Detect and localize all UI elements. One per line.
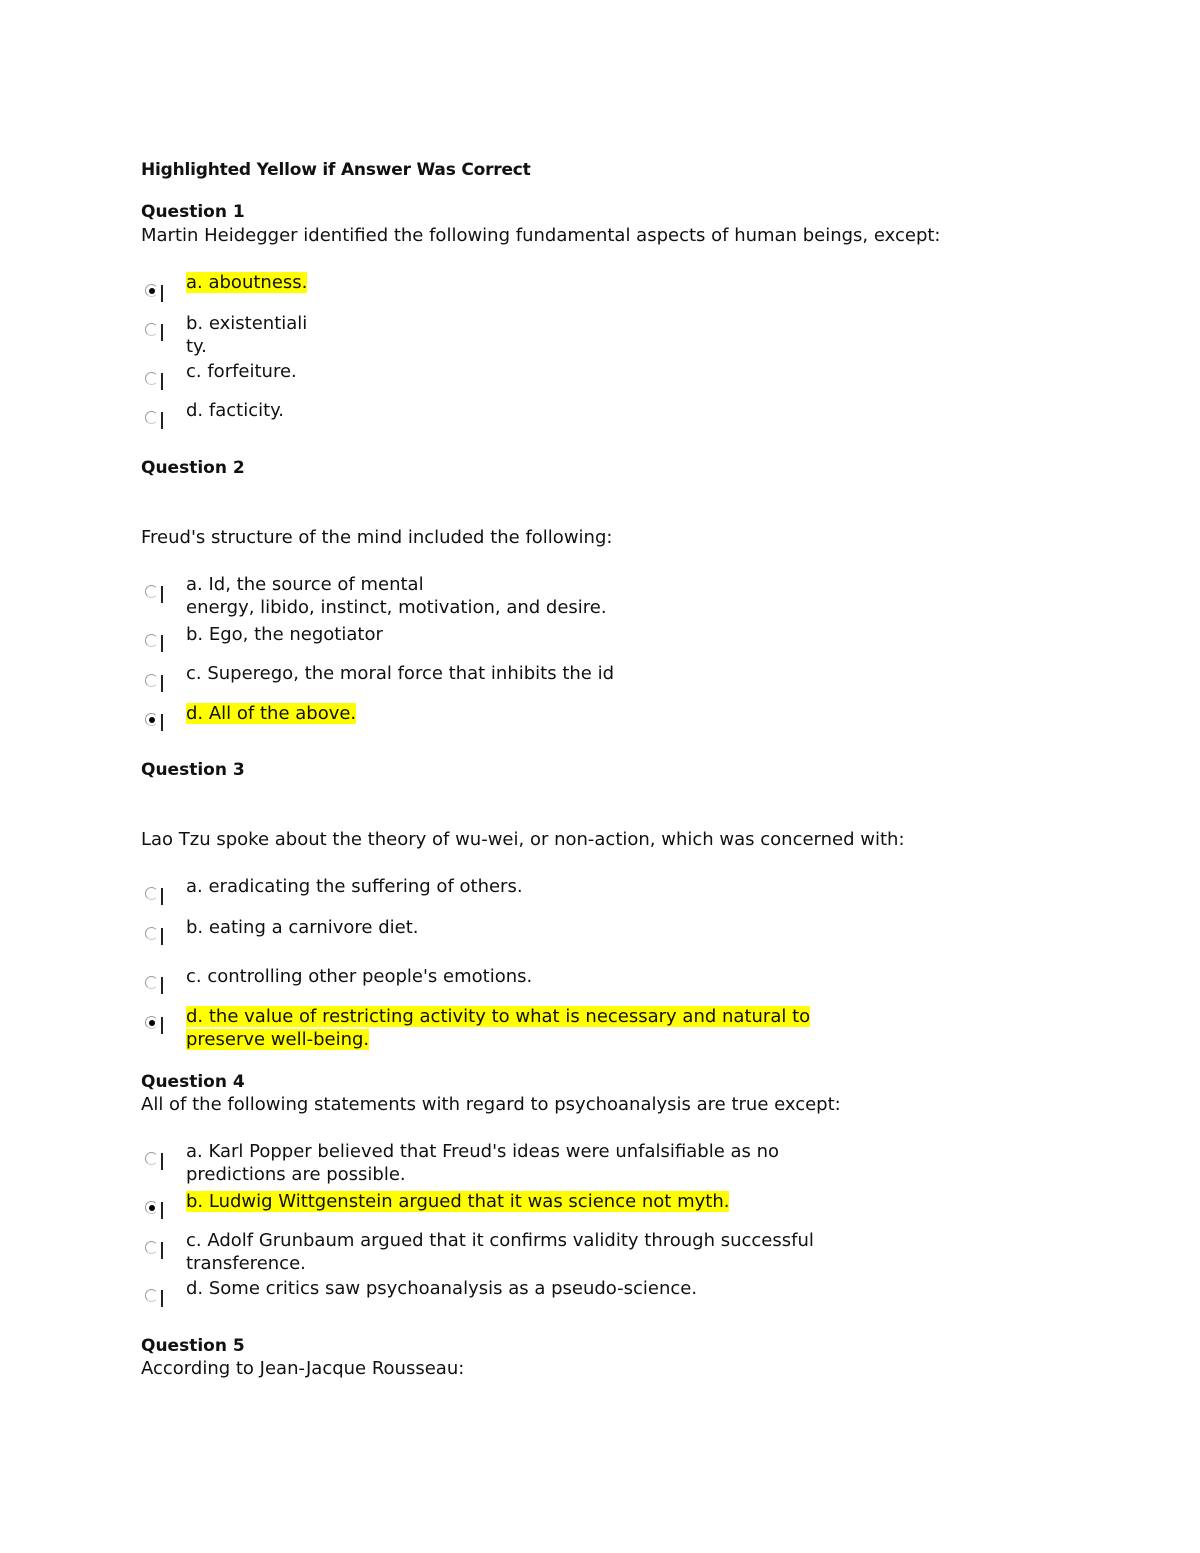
q4-option-a-text-line2: predictions are possible. (186, 1164, 406, 1185)
q3-option-c-radio[interactable] (143, 973, 167, 995)
cursor-bar-icon (161, 1153, 163, 1170)
cursor-bar-icon (161, 928, 163, 945)
q4-option-b-text: b. Ludwig Wittgenstein argued that it was science not myth. (186, 1191, 730, 1212)
radio-circle-icon (145, 411, 158, 424)
radio-circle-icon (145, 1289, 158, 1302)
question-3-heading: Question 3 (141, 760, 245, 780)
q1-option-d[interactable] (186, 399, 284, 422)
cursor-bar-icon (161, 412, 163, 429)
question-5-prompt: According to Jean-Jacque Rousseau: (141, 1358, 465, 1379)
cursor-bar-icon (161, 635, 163, 652)
q3-option-a[interactable] (186, 875, 523, 898)
q2-option-b[interactable] (186, 623, 383, 646)
q2-option-c-text: c. Superego, the moral force that inhibits the id (186, 663, 615, 684)
q3-option-b-text: b. eating a carnivore diet. (186, 917, 419, 938)
radio-selected-dot-icon (149, 288, 155, 294)
cursor-bar-icon (161, 1290, 163, 1307)
radio-circle-icon (145, 927, 158, 940)
q1-option-b-text-line2: ty. (186, 336, 207, 357)
q2-option-d[interactable] (186, 702, 356, 725)
q4-option-b[interactable] (186, 1190, 729, 1213)
radio-circle-icon (145, 976, 158, 989)
cursor-bar-icon (161, 1242, 163, 1259)
document-title: Highlighted Yellow if Answer Was Correct (141, 160, 531, 180)
q2-option-b-radio[interactable] (143, 631, 167, 653)
q2-option-b-text: b. Ego, the negotiator (186, 624, 383, 645)
q4-option-c-radio[interactable] (143, 1238, 167, 1260)
q1-option-c-radio[interactable] (143, 369, 167, 391)
radio-selected-dot-icon (149, 717, 155, 723)
q3-option-c-text: c. controlling other people's emotions. (186, 966, 533, 987)
q2-option-a[interactable] (186, 573, 607, 619)
q3-option-c[interactable] (186, 965, 532, 988)
q1-option-c[interactable] (186, 360, 297, 383)
cursor-bar-icon (161, 373, 163, 390)
q1-option-c-text: c. forfeiture. (186, 361, 297, 382)
q4-option-a[interactable] (186, 1140, 779, 1186)
q4-option-c[interactable] (186, 1229, 814, 1275)
q4-option-c-text-line1: c. Adolf Grunbaum argued that it confirms validity through successful (186, 1230, 814, 1251)
q2-option-a-radio[interactable] (143, 582, 167, 604)
q2-option-a-text-line1: a. Id, the source of mental (186, 574, 424, 595)
radio-circle-icon (145, 887, 158, 900)
q1-option-a-text: a. aboutness. (186, 272, 308, 293)
q4-option-b-radio[interactable] (143, 1198, 167, 1220)
radio-selected-dot-icon (149, 1205, 155, 1211)
q1-option-a[interactable] (186, 271, 307, 294)
q3-option-d-text-line1: d. the value of restricting activity to what is necessary and natural to (186, 1006, 811, 1027)
q1-option-d-text: d. facticity. (186, 400, 284, 421)
q4-option-d-text: d. Some critics saw psychoanalysis as a pseudo-science. (186, 1278, 698, 1299)
q2-option-d-text: d. All of the above. (186, 703, 357, 724)
radio-circle-icon (145, 372, 158, 385)
question-3-prompt: Lao Tzu spoke about the theory of wu-wei, or non-action, which was concerned with: (141, 829, 905, 850)
q2-option-c-radio[interactable] (143, 671, 167, 693)
radio-circle-icon (145, 323, 158, 336)
q1-option-b-text-line1: b. existentiali (186, 313, 308, 334)
q4-option-a-text-line1: a. Karl Popper believed that Freud's ideas were unfalsifiable as no (186, 1141, 780, 1162)
cursor-bar-icon (161, 977, 163, 994)
radio-circle-icon (145, 1152, 158, 1165)
q4-option-a-radio[interactable] (143, 1149, 167, 1171)
q1-option-b[interactable] (186, 312, 307, 358)
question-2-heading: Question 2 (141, 458, 245, 478)
q3-option-a-text: a. eradicating the suffering of others. (186, 876, 523, 897)
radio-circle-icon (145, 634, 158, 647)
q4-option-d-radio[interactable] (143, 1286, 167, 1308)
q3-option-b[interactable] (186, 916, 419, 939)
radio-selected-dot-icon (149, 1020, 155, 1026)
cursor-bar-icon (161, 324, 163, 341)
radio-circle-icon (145, 1241, 158, 1254)
cursor-bar-icon (161, 888, 163, 905)
radio-circle-icon (145, 585, 158, 598)
q1-option-d-radio[interactable] (143, 408, 167, 430)
q2-option-d-radio[interactable] (143, 710, 167, 732)
q3-option-d[interactable] (186, 1005, 810, 1051)
question-4-heading: Question 4 (141, 1072, 245, 1092)
cursor-bar-icon (161, 586, 163, 603)
q2-option-c[interactable] (186, 662, 614, 685)
q3-option-b-radio[interactable] (143, 924, 167, 946)
question-5-heading: Question 5 (141, 1336, 245, 1356)
cursor-bar-icon (161, 1202, 163, 1219)
q4-option-d[interactable] (186, 1277, 697, 1300)
question-4-prompt: All of the following statements with regard to psychoanalysis are true except: (141, 1094, 841, 1115)
q1-option-a-radio[interactable] (143, 281, 167, 303)
q3-option-d-text-line2: preserve well-being. (186, 1029, 370, 1050)
q2-option-a-text-line2: energy, libido, instinct, motivation, and desire. (186, 597, 607, 618)
q4-option-c-text-line2: transference. (186, 1253, 306, 1274)
question-1-prompt: Martin Heidegger identified the following fundamental aspects of human beings, except: (141, 225, 941, 246)
question-1-heading: Question 1 (141, 202, 245, 222)
radio-circle-icon (145, 674, 158, 687)
question-2-prompt: Freud's structure of the mind included the following: (141, 527, 613, 548)
cursor-bar-icon (161, 714, 163, 731)
q3-option-a-radio[interactable] (143, 884, 167, 906)
q1-option-b-radio[interactable] (143, 320, 167, 342)
q3-option-d-radio[interactable] (143, 1013, 167, 1035)
cursor-bar-icon (161, 675, 163, 692)
cursor-bar-icon (161, 285, 163, 302)
cursor-bar-icon (161, 1017, 163, 1034)
